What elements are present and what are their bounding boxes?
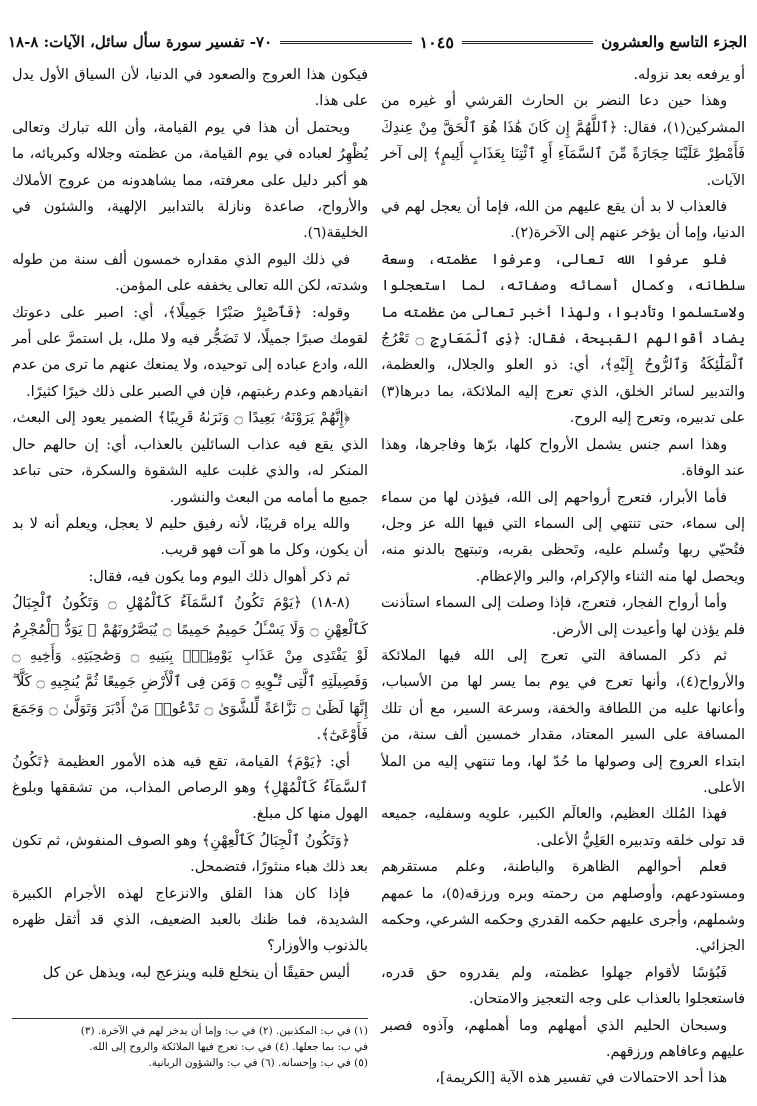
paragraph: فلو عرفوا الله تعالى، وعرفوا عظمته، وسعة سلطانه، وكمال أسمائه وصفاته، لما استعجلوا ولاستسلموا وتأدبوا، ولهذا أخبر تعالى من عظمته ما يضاد أقوالهم القبيحة، فقال: ﴿ذِى ٱلْمَعَارِجِ ۝ تَعْرُجُ ٱلْمَلَٰٓئِكَةُ وَٱلرُّوحُ إِلَيْهِ﴾، أي: ذو العلو والجلال، والعظمة، والتدبير لسائر الخلق، الذي تعرج إليه الملائكة، بما دبرها(٣) على تدبيره، وتعرج إليه الروح. — [381, 251, 745, 427]
paragraph: فأما الأبرار، فتعرج أرواحهم إلى الله، فيؤذن لها من سماء إلى سماء، حتى تنتهي إلى السماء التي فيها الله عز وجل، فتُحيّي ربها وتُسلم عليه، وتَحظى بقربه، وتبتهج بالدنو منه، ويحصل لها منه الثناء والإكرام، والبر والإعظام. — [381, 489, 745, 585]
header-rule-left — [280, 41, 411, 44]
footnote-line: في ب: بما جعلها. (٤) في ب: تعرج فيها الملائكة والروح إلى الله. — [89, 1041, 368, 1053]
paragraph: وأما أرواح الفجار، فتعرج، فإذا وصلت إلى السماء استأذنت فلم يؤذن لها وأعيدت إلى الأرض. — [381, 595, 745, 638]
paragraph: أي: ﴿يَوْمَ﴾ القيامة، تقع فيه هذه الأمور العظيمة ﴿تَكُونُ ٱلسَّمَآءُ كَٱلْمُهْلِ﴾ وهو الرصاص المذاب، من تشققها وبلوغ الهول منها كل مبلغ. — [12, 753, 368, 823]
header-rule-right — [462, 41, 593, 44]
paragraph: أليس حقيقًا أن ينخلع قلبه وينزعج لبه، ويذهل عن كل — [42, 964, 350, 981]
paragraph: وهذا اسم جنس يشمل الأرواح كلها، برّها وفاجرها، وهذا عند الوفاة. — [381, 436, 745, 480]
header-part-title: الجزء التاسع والعشرون — [601, 33, 747, 51]
paragraph: ثم ذكر المسافة التي تعرج إلى الله فيها الملائكة والأرواح(٤)، وأنها تعرج في يوم بما يسر لها من الأسباب، وأعانها عليه من اللطافة والخفة، وسرعة السير، مع أن تلك المسافة على السير المعتاد، مقدار خمسين ألف سنة، من ابتداء العروج إلى وصولها ما حُدّ لها، وما تنتهي إليه من الملأ الأعلى. — [381, 647, 745, 796]
paragraph: فإذا كان هذا القلق والانزعاج لهذه الأجرام الكبيرة الشديدة، فما ظنك بالعبد الضعيف، الذي قد أثقل ظهره بالذنوب والأوزار؟ — [12, 885, 368, 955]
paragraph: فعلم أحوالهم الظاهرة والباطنة، وعلم مستقرهم ومستودعهم، وأوصلهم من رحمته وبره ورزقه(٥)، ما عمهم وشملهم، وأجرى عليهم حكمه القدري وحكمه الشرعي، وحكمه الجزائي. — [381, 859, 745, 955]
paragraph: فالعذاب لا بد أن يقع عليهم من الله، فإما أن يعجل لهم في الدنيا، وإما أن يؤخر عنهم إلى الآخرة(٢). — [381, 199, 745, 242]
header-section-title: ٧٠- تفسير سورة سأل سائل، الآيات: ٨-١٨ — [8, 33, 273, 51]
footnotes — [12, 1018, 368, 1071]
paragraph: ﴿إِنَّهُمْ يَرَوْنَهُۥ بَعِيدًا ۝ وَنَرَىٰهُ قَرِيبًا﴾ الضمير يعود إلى البعث، الذي يقع فيه عذاب السائلين بالعذاب، أي: إن حالهم حال المنكر له، والذي غلبت عليه الشقوة والسكرة، حتى تباعد جميع ما أمامه من البعث والنشور. — [12, 410, 368, 506]
left-text-column — [12, 62, 368, 986]
paragraph: فيكون هذا العروج والصعود في الدنيا، لأن السياق الأول يدل على هذا. — [12, 67, 368, 110]
paragraph: وسبحان الحليم الذي أمهلهم وما أهملهم، وآذوه فصبر عليهم وعافاهم ورزقهم. — [381, 1017, 745, 1061]
page-header — [8, 30, 747, 54]
paragraph: في ذلك اليوم الذي مقداره خمسون ألف سنة من طوله وشدته، لكن الله تعالى يخففه على المؤمن. — [12, 251, 368, 295]
paragraph: فَبُؤسًا لأقوام جهلوا عظمته، ولم يقدروه حق قدره، فاستعجلوا بالعذاب على وجه التعجيز والامتحان. — [381, 964, 745, 1008]
footnote-line: (٥) في ب: وإحسانه. (٦) في ب: والشؤون الربانية. — [148, 1057, 368, 1069]
paragraph: وهذا حين دعا النضر بن الحارث القرشي أو غيره من المشركين(١)، فقال: ﴿ٱللَّهُمَّ إِن كَانَ هَٰذَا هُوَ ٱلْحَقَّ مِنْ عِندِكَ فَأَمْطِرْ عَلَيْنَا حِجَارَةً مِّنَ ٱلسَّمَآءِ أَوِ ٱئْتِنَا بِعَذَابٍ أَلِيمٍ﴾ إلى آخر الآيات. — [381, 93, 745, 189]
footnote-line: (١) في ب: المكذبين. (٢) في ب: وإما أن يدخر لهم في الآخرة. (٣) — [80, 1025, 368, 1037]
paragraph: ﴿وَتَكُونُ ٱلْجِبَالُ كَٱلْعِهْنِ﴾ وهو الصوف المنفوش، ثم تكون بعد ذلك هباء منثورًا، فتضمحل. — [12, 832, 368, 876]
paragraph: فهذا المُلك العظيم، والعالَم الكبير، علويه وسفليه، جميعه قد تولى خلقه وتدبيره العَلِيُّ الأعلى. — [381, 806, 745, 849]
paragraph: هذا أحد الاحتمالات في تفسير هذه الآية [الكريمة]، — [435, 1070, 727, 1087]
paragraph: والله يراه قريبًا، لأنه رفيق حليم لا يعجل، ويعلم أنه لا بد أن يكون، وكل ما هو آت فهو قريب. — [12, 515, 368, 559]
page-number: ١٠٤٥ — [419, 32, 454, 52]
right-text-column — [381, 62, 745, 1092]
paragraph: أو يرفعه بعد نزوله. — [633, 67, 745, 83]
paragraph: ويحتمل أن هذا في يوم القيامة، وأن الله تبارك وتعالى يُظْهِرُ لعباده في يوم القيامة، من عظمته وجلاله وكبريائه، ما هو أكبر دليل على معرفته، مما يشاهدونه من عروج الأملاك والأرواح، صاعدة ونازلة بالتدابير الإلهية، والشئون في الخليقة(٦). — [12, 119, 368, 242]
paragraph: وقوله: ﴿فَٱصْبِرْ صَبْرًا جَمِيلًا﴾، أي: اصبر على دعوتك لقومك صبرًا جميلًا، لا تَضَجُّر فيه ولا ملل، بل استمرَّ على أمر الله، وادع عباده إلى توحيده، ولا يمنعك عنهم ما ترى من عدم انقيادهم وعدم رغبتهم، فإن في الصبر على ذلك خيرًا كثيرًا. — [12, 304, 368, 400]
paragraph: ثم ذكر أهوال ذلك اليوم وما يكون فيه، فقال: — [88, 568, 350, 585]
quran-verses: (٨-١٨) ﴿يَوْمَ تَكُونُ ٱلسَّمَآءُ كَٱلْمُهْلِ ۝ وَتَكُونُ ٱلْجِبَالُ كَٱلْعِهْنِ ۝ وَلَا يَسْـَٔلُ حَمِيمٌ حَمِيمًا ۝ يُبَصَّرُونَهُمْ ۚ يَوَدُّ ٱلْمُجْرِمُ لَوْ يَفْتَدِى مِنْ عَذَابِ يَوْمِئِذٍۭ بِبَنِيهِ ۝ وَصَٰحِبَتِهِۦ وَأَخِيهِ ۝ وَفَصِيلَتِهِ ٱلَّتِى تُـْٔوِيهِ ۝ وَمَن فِى ٱلْأَرْضِ جَمِيعًا ثُمَّ يُنجِيهِ ۝ كَلَّآ ۖ إِنَّهَا لَظَىٰ ۝ نَزَّاعَةً لِّلشَّوَىٰ ۝ تَدْعُوا۟ مَنْ أَدْبَرَ وَتَوَلَّىٰ ۝ وَجَمَعَ فَأَوْعَىٰٓ﴾. — [12, 595, 368, 744]
